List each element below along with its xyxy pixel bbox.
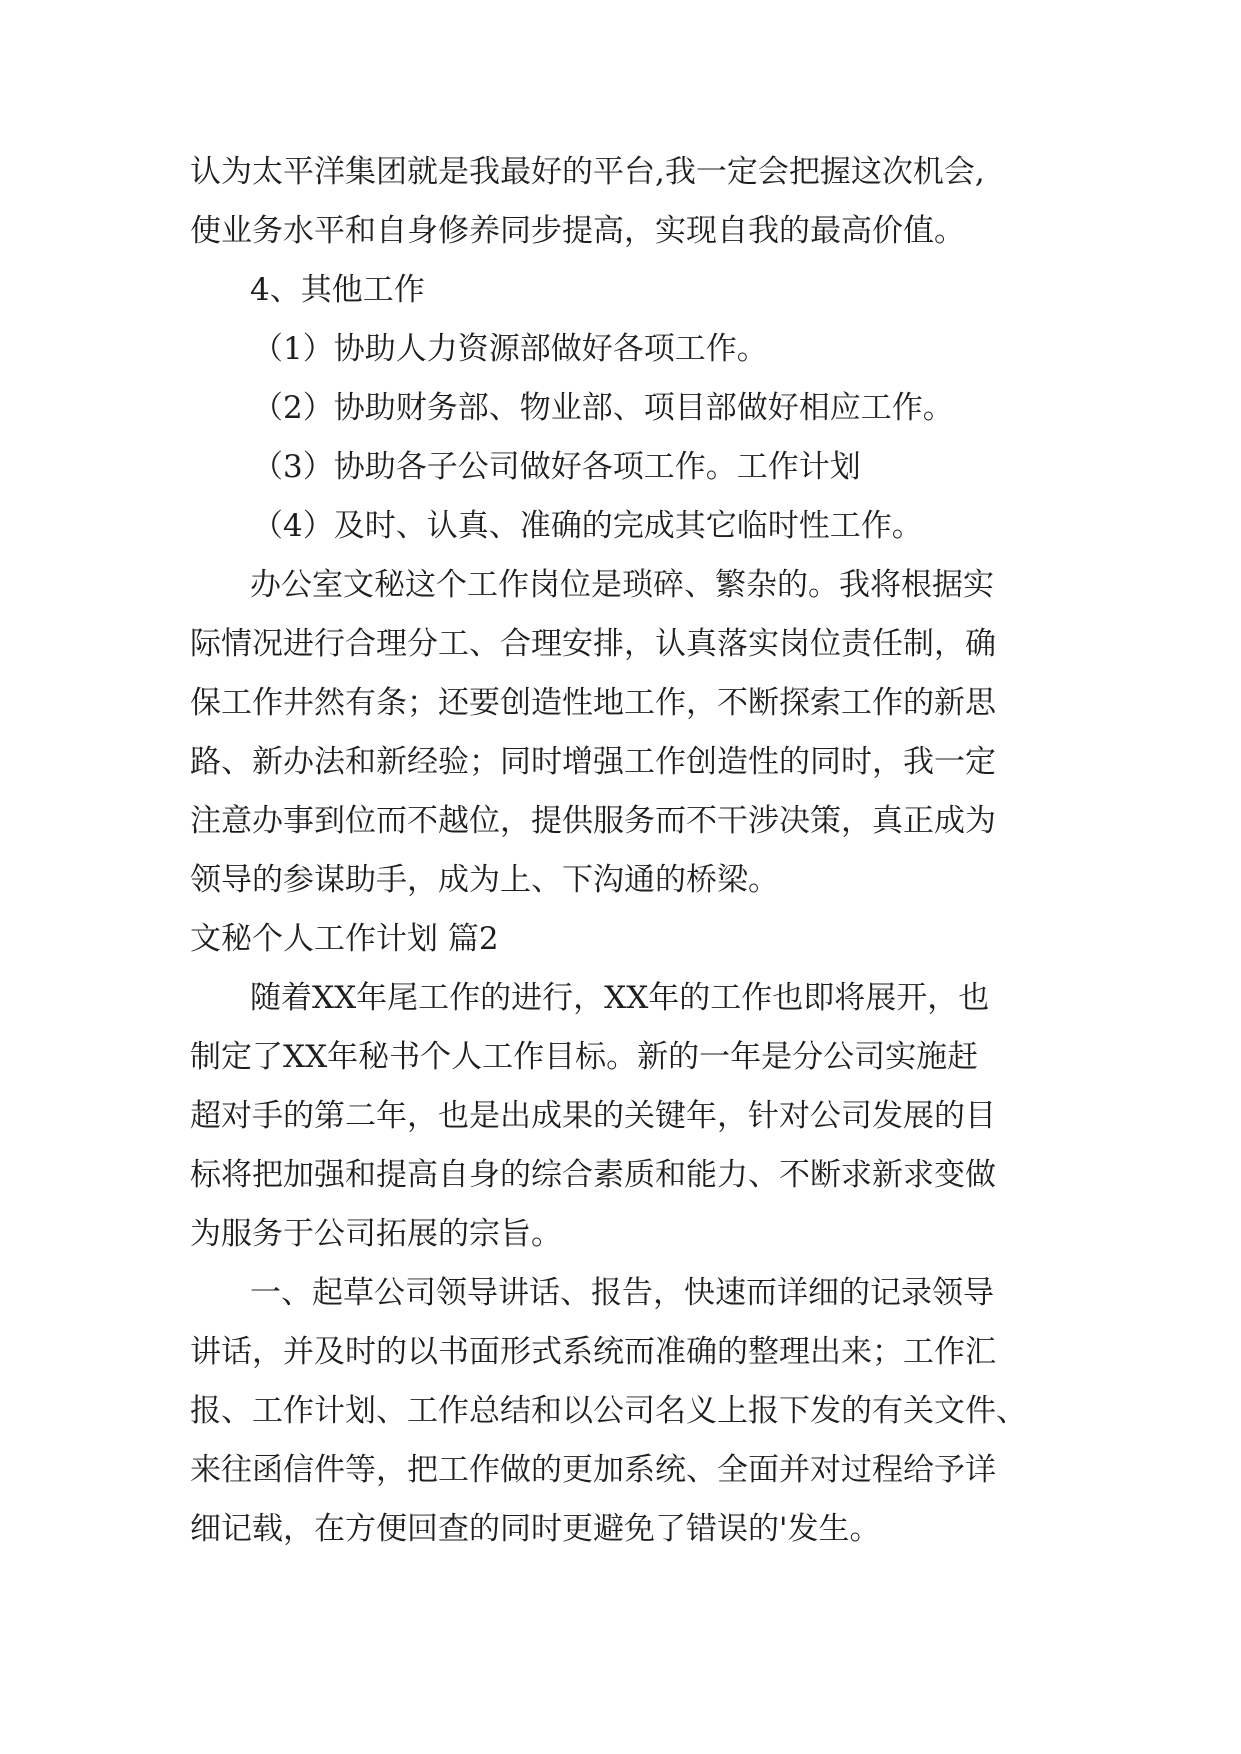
text-line: 使业务水平和自身修养同步提高，实现自我的最高价值。 bbox=[190, 213, 965, 249]
text-line: 认为太平洋集团就是我最好的平台,我一定会把握这次机会, bbox=[190, 154, 985, 190]
paragraph-line: 领导的参谋助手，成为上、下沟通的桥梁。 bbox=[190, 862, 779, 898]
list-item: （4）及时、认真、准确的完成其它临时性工作。 bbox=[252, 508, 923, 544]
paragraph-line: 标将把加强和提高自身的综合素质和能力、不断求新求变做 bbox=[190, 1157, 996, 1193]
paragraph-line: 报、工作计划、工作总结和以公司名义上报下发的有关文件、 bbox=[190, 1393, 1027, 1429]
list-item: （1）协助人力资源部做好各项工作。 bbox=[252, 331, 768, 367]
list-heading: 4、其他工作 bbox=[250, 272, 425, 308]
paragraph-line: 注意办事到位而不越位，提供服务而不干涉决策，真正成为 bbox=[190, 803, 996, 839]
paragraph-line: 讲话，并及时的以书面形式系统而准确的整理出来；工作汇 bbox=[190, 1334, 996, 1370]
list-item: （3）协助各子公司做好各项工作。工作计划 bbox=[252, 449, 861, 485]
paragraph-line: 来往函信件等，把工作做的更加系统、全面并对过程给予详 bbox=[190, 1452, 996, 1488]
list-item: （2）协助财务部、物业部、项目部做好相应工作。 bbox=[252, 390, 954, 426]
paragraph-line: 制定了XX年秘书个人工作目标。新的一年是分公司实施赶 bbox=[190, 1039, 979, 1075]
paragraph-line: 办公室文秘这个工作岗位是琐碎、繁杂的。我将根据实 bbox=[250, 567, 994, 603]
paragraph-line: 超对手的第二年，也是出成果的关键年，针对公司发展的目 bbox=[190, 1098, 996, 1134]
paragraph-line: 际情况进行合理分工、合理安排，认真落实岗位责任制，确 bbox=[190, 626, 996, 662]
paragraph-line: 一、起草公司领导讲话、报告，快速而详细的记录领导 bbox=[250, 1275, 994, 1311]
section-title: 文秘个人工作计划 篇2 bbox=[190, 921, 499, 957]
paragraph-line: 随着XX年尾工作的进行，XX年的工作也即将展开，也 bbox=[250, 980, 990, 1016]
paragraph-line: 路、新办法和新经验；同时增强工作创造性的同时，我一定 bbox=[190, 744, 996, 780]
paragraph-line: 保工作井然有条；还要创造性地工作，不断探索工作的新思 bbox=[190, 685, 996, 721]
paragraph-line: 为服务于公司拓展的宗旨。 bbox=[190, 1216, 562, 1252]
paragraph-line: 细记载，在方便回查的同时更避免了错误的'发生。 bbox=[190, 1511, 881, 1547]
